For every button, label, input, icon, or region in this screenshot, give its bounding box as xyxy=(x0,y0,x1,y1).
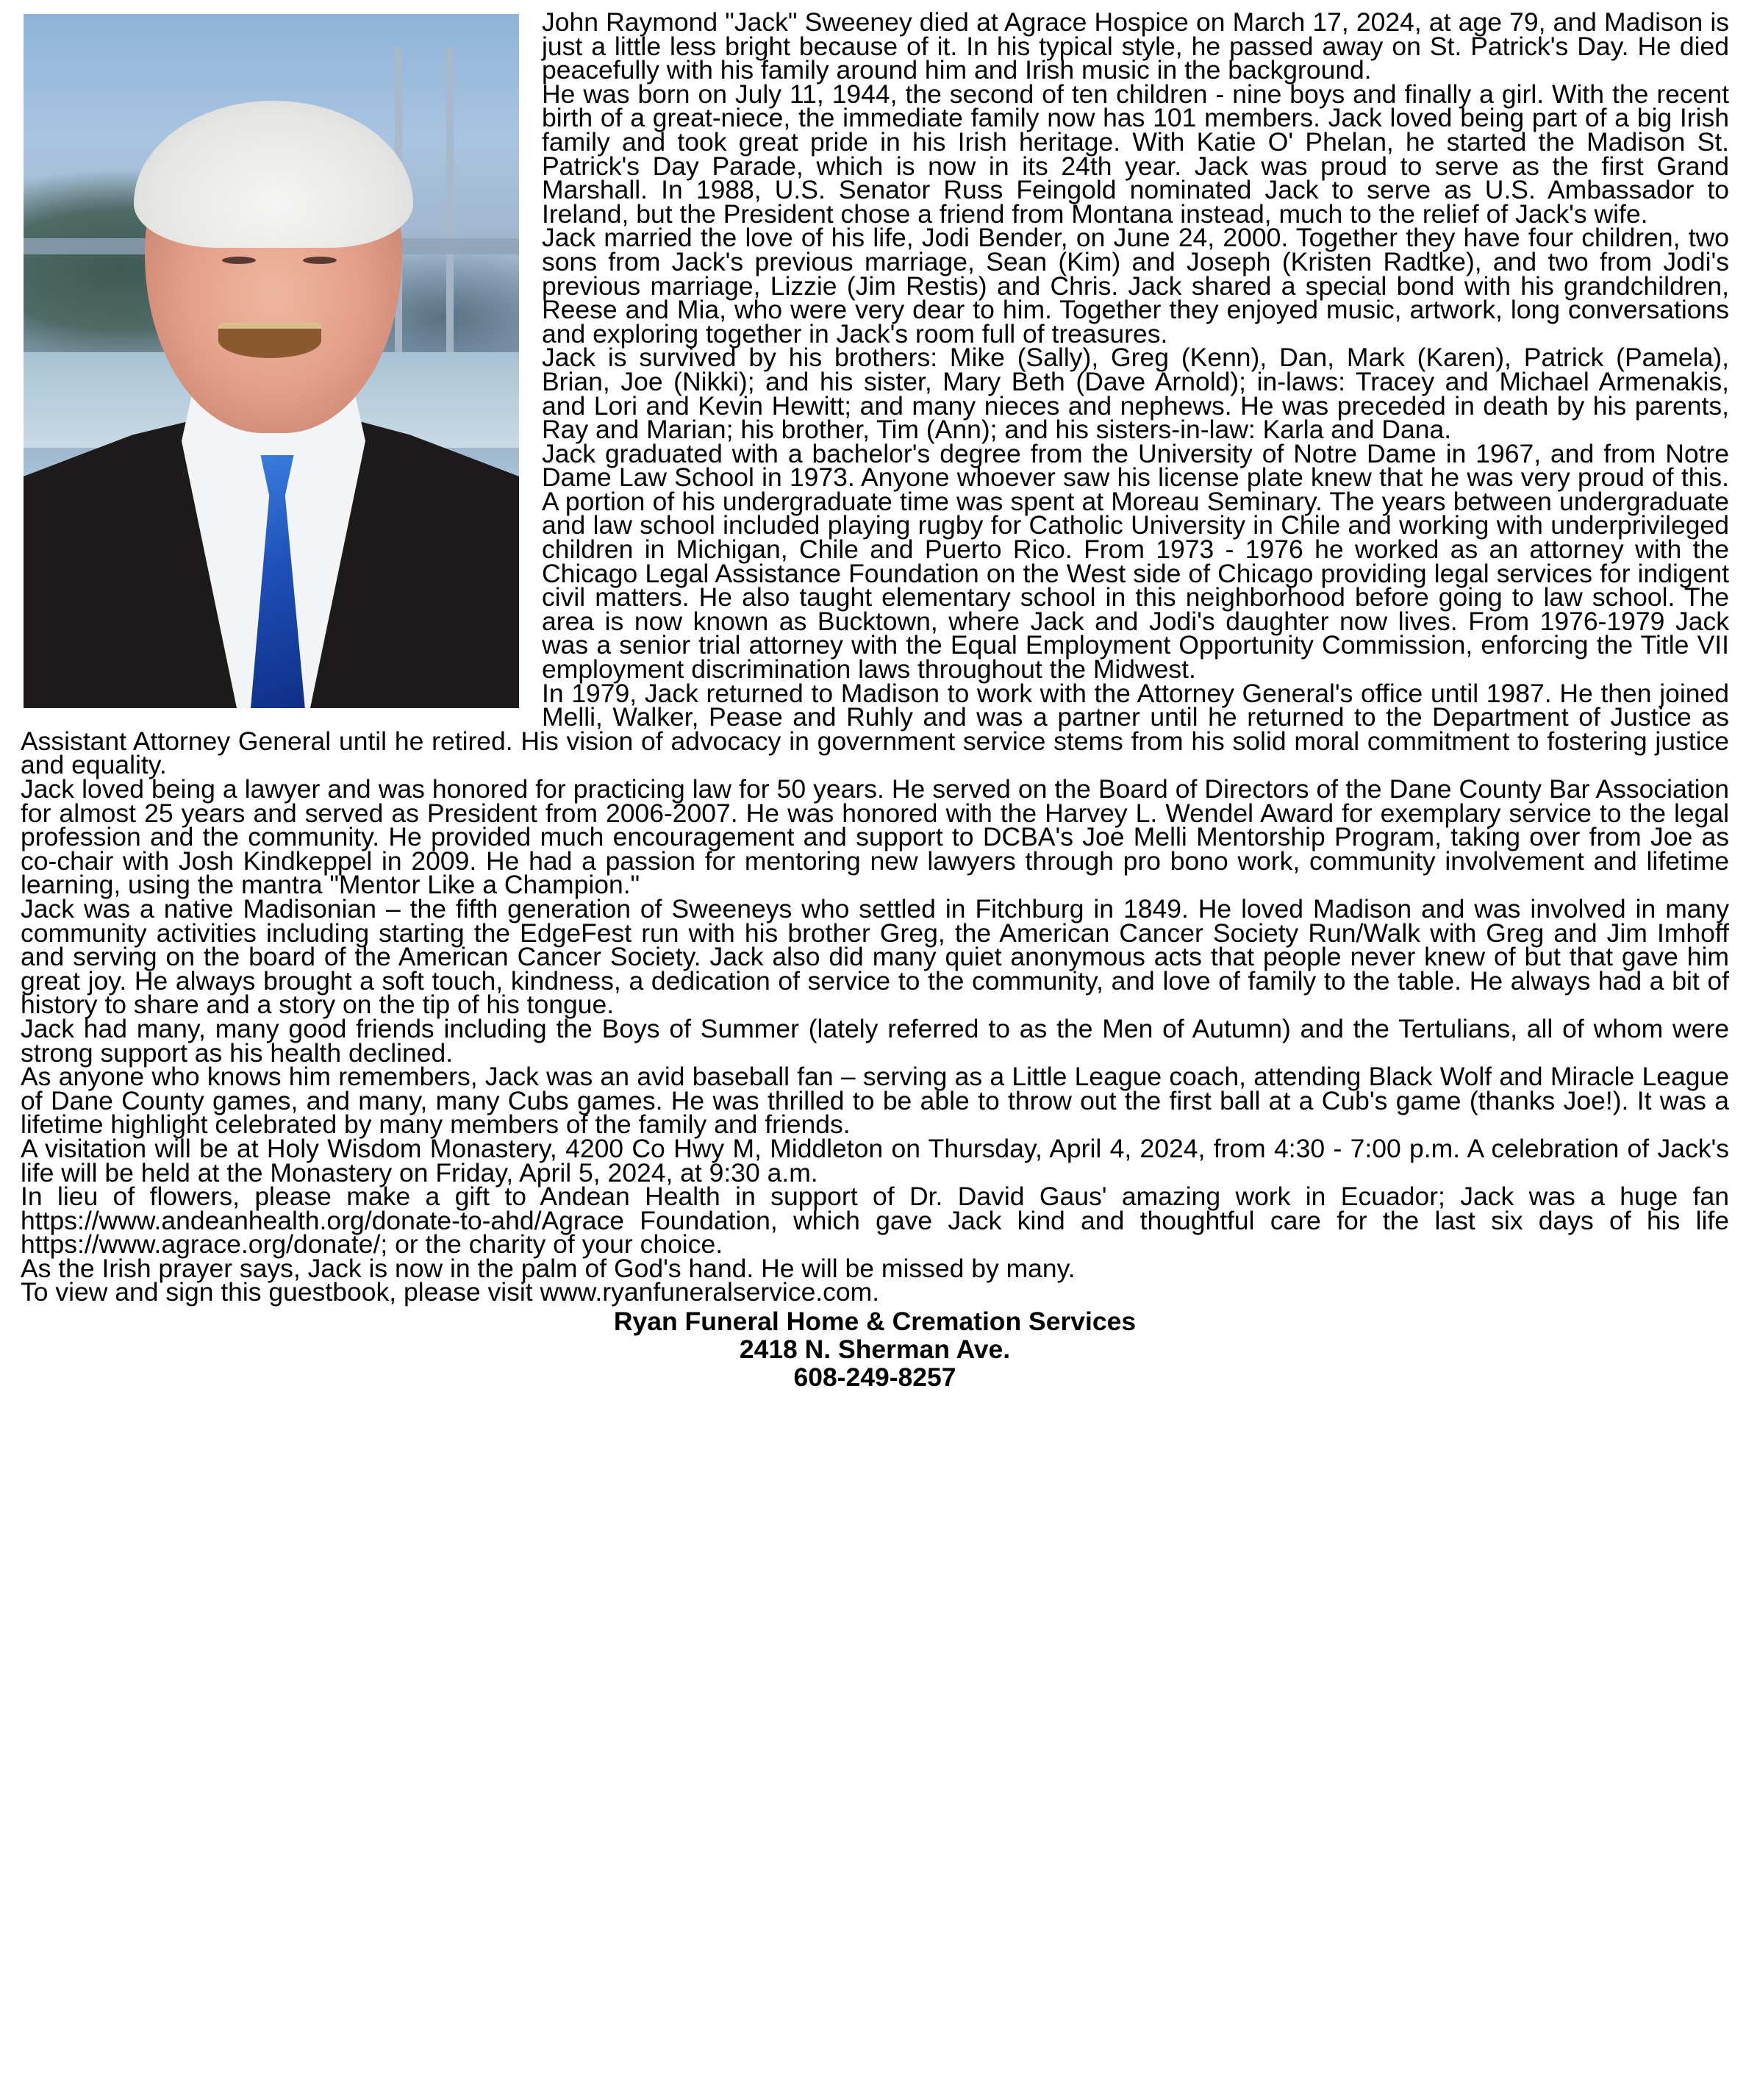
paragraph-death-announcement: John Raymond "Jack" Sweeney died at Agrace Hospice on March 17, 2024, at age 79, and Madison is just a little less bright because of it. In his typical style, he passed away on St. Patrick's Day. He died peacefully with his family around him and Irish music in the background. xyxy=(542,7,1729,85)
paragraph-irish-prayer: As the Irish prayer says, Jack is now in the palm of God's hand. He will be missed by many. xyxy=(21,1253,1076,1283)
paragraph-friends: Jack had many, many good friends including the Boys of Summer (lately referred to as the Men of Autumn) and the Tertulians, all of whom were strong support as his health declined. xyxy=(21,1013,1729,1068)
funeral-home-footer xyxy=(21,1304,1729,1391)
paragraph-education-and-early-career: Jack graduated with a bachelor's degree from the University of Notre Dame in 1967, and from Notre Dame Law School in 1973. Anyone whoever saw his license plate knew that he was very proud of this. A portion of his undergraduate time was spent at Moreau Seminary. The years between undergraduate and law school included playing rugby for Catholic University in Chile and working with underprivileged children in Michigan, Chile and Puerto Rico. From 1973 - 1976 he worked as an attorney with the Chicago Legal Assistance Foundation on the West side of Chicago providing legal services for indigent civil matters. He also taught elementary school in this neighborhood before going to law school. The area is now known as Bucktown, where Jack and Jodi's daughter now lives. From 1976-1979 Jack was a senior trial attorney with the Equal Employment Opportunity Commission, enforcing the Title VII employment discrimination laws throughout the Midwest. xyxy=(542,438,1729,685)
paragraph-birth-and-heritage: He was born on July 11, 1944, the second of ten children - nine boys and finally a girl. With the recent birth of a great-niece, the immediate family now has 101 members. Jack loved being part of a big Irish family and took great pride in his Irish heritage. With Katie O' Phelan, he started the Madison St. Patrick's Day Parade, which is now in its 24th year. Jack was proud to serve as the first Grand Marshall. In 1988, U.S. Senator Russ Feingold nominated Jack to serve as U.S. Ambassador to Ireland, but the President chose a friend from Montana instead, much to the relief of Jack's wife. xyxy=(542,79,1729,229)
paragraph-survivors: Jack is survived by his brothers: Mike (Sally), Greg (Kenn), Dan, Mark (Karen), Patrick (Pamela), Brian, Joe (Nikki); and his sister, Mary Beth (Dave Arnold); in-laws: Tracey and Michael Armenakis, and Lori and Kevin Hewitt; and many nieces and nephews. He was preceded in death by his parents, Ray and Marian; his brother, Tim (Ann); and his sisters-in-law: Karla and Dana. xyxy=(542,343,1729,445)
funeral-home-address: 2418 N. Sherman Ave. xyxy=(739,1335,1011,1365)
portrait-smile xyxy=(218,323,321,358)
paragraph-community: Jack was a native Madisonian – the fifth generation of Sweeneys who settled in Fitchburg in 1849. He loved Madison and was involved in many community activities including starting the EdgeFest run with his brother Greg, the American Cancer Society Run/Walk with Greg and Jim Imhoff and serving on the board of the American Cancer Society. Jack also did many quiet anonymous acts that people never knew of but that gave him great joy. He always brought a soft touch, kindness, a dedication of service to the community, and love of family to the table. He always had a bit of history to share and a story on the tip of his tongue. xyxy=(21,893,1729,1020)
paragraph-baseball: As anyone who knows him remembers, Jack was an avid baseball fan – serving as a Little League coach, attending Black Wolf and Miracle League of Dane County games, and many, many Cubs games. He was thrilled to be able to throw out the first ball at a Cub's game (thanks Joe!). It was a lifetime highlight celebrated by many members of the family and friends. xyxy=(21,1062,1729,1140)
portrait-photo xyxy=(24,14,519,708)
funeral-home-name: Ryan Funeral Home & Cremation Services xyxy=(613,1307,1137,1337)
paragraph-memorials: In lieu of flowers, please make a gift to Andean Health in support of Dr. David Gaus' amazing work in Ecuador; Jack was a huge fan https://www.andeanhealth.org/donate-to-ahd/Agrace Foundation, which gave Jack kind and thoughtful care for the last six days of his life https://www.agrace.org/donate/; or the charity of your choice. xyxy=(21,1182,1729,1260)
portrait-left-eye xyxy=(222,257,256,264)
portrait-right-eye xyxy=(303,257,337,264)
portrait-hair xyxy=(134,101,413,248)
obituary-document xyxy=(21,7,1729,1393)
paragraph-legal-honors: Jack loved being a lawyer and was honored for practicing law for 50 years. He served on the Board of Directors of the Dane County Bar Association for almost 25 years and served as President from 2006-2007. He was honored with the Harvey L. Wendel Award for exemplary service to the legal profession and the community. He provided much encouragement and support to DCBA's Joe Melli Mentorship Program, taking over from Joe as co-chair with Josh Kindkeppel in 2009. He had a passion for mentoring new lawyers through pro bono work, community involvement and lifetime learning, using the mantra "Mentor Like a Champion." xyxy=(21,774,1729,900)
paragraph-visitation: A visitation will be at Holy Wisdom Monastery, 4200 Co Hwy M, Middleton on Thursday, April 4, 2024, from 4:30 - 7:00 p.m. A celebration of Jack's life will be held at the Monastery on Friday, April 5, 2024, at 9:30 a.m. xyxy=(21,1133,1729,1188)
paragraph-madison-career: In 1979, Jack returned to Madison to work with the Attorney General's office until 1987. He then joined Melli, Walker, Pease and Ruhly and was a partner until he returned to the Department of Justice as Assistant Attorney General until he retired. His vision of advocacy in government service stems from his solid moral commitment to fostering justice and equality. xyxy=(21,678,1729,780)
funeral-home-phone: 608-249-8257 xyxy=(793,1362,956,1393)
paragraph-marriage-and-family: Jack married the love of his life, Jodi Bender, on June 24, 2000. Together they have four children, two sons from Jack's previous marriage, Sean (Kim) and Joseph (Kristen Radtke), and two from Jodi's previous marriage, Lizzie (Jim Restis) and Chris. Jack shared a special bond with his grandchildren, Reese and Mia, who were very dear to him. Together they enjoyed music, artwork, long conversations and exploring together in Jack's room full of treasures. xyxy=(542,223,1729,349)
paragraph-guestbook: To view and sign this guestbook, please visit www.ryanfuneralservice.com. xyxy=(21,1277,880,1307)
